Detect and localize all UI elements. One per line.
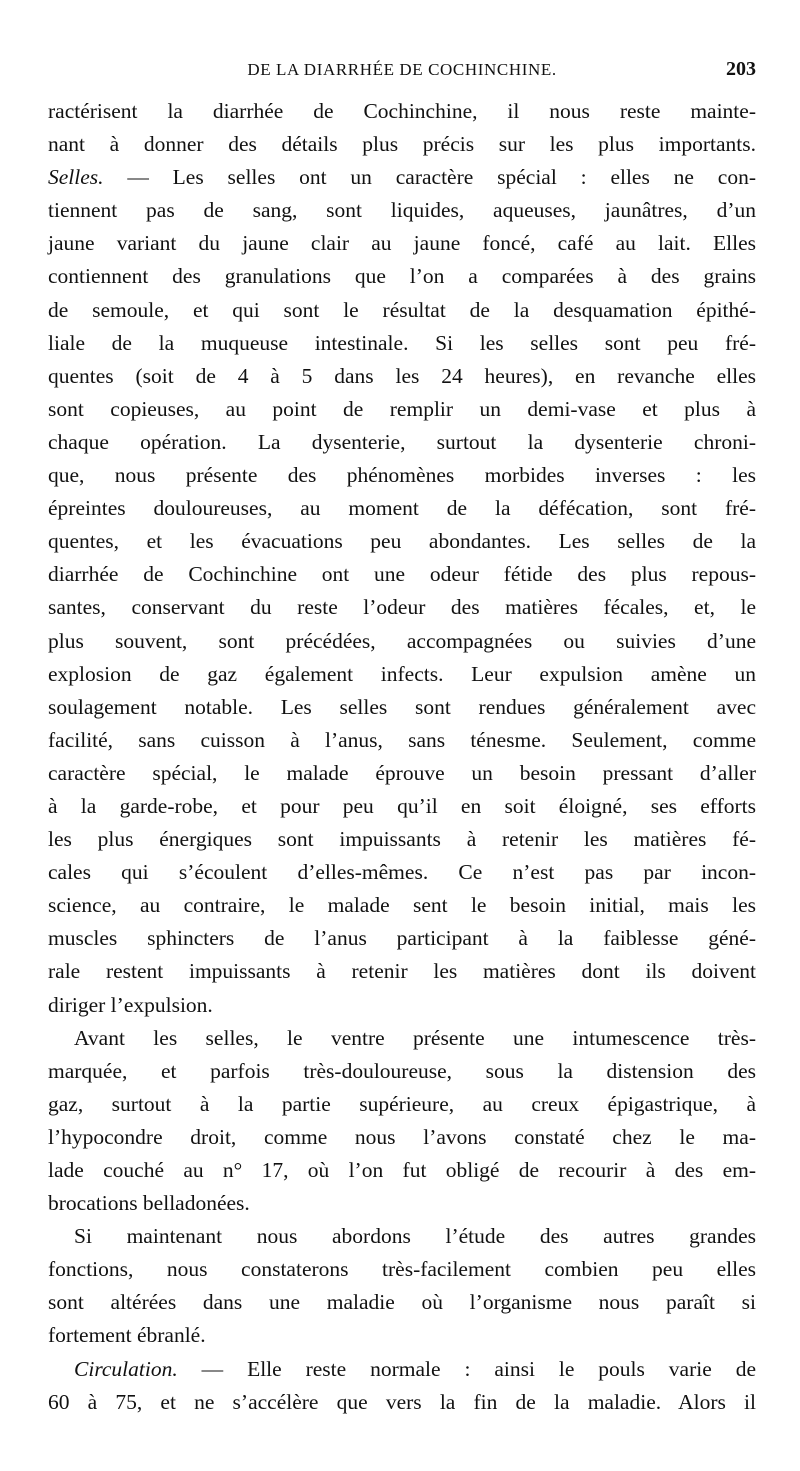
text-line — [48, 525, 756, 558]
text-line — [48, 327, 756, 360]
text-line — [48, 558, 756, 591]
line-text: Si maintenant nous abordons l’étude des autres grandes — [74, 1224, 756, 1249]
running-head — [48, 58, 756, 88]
line-text: Avant les selles, le ventre présente une intumescence très- — [74, 1025, 756, 1050]
line-text: — Les selles ont un caractère spécial : elles ne con- — [103, 165, 756, 190]
text-line — [48, 823, 756, 856]
line-text: cales qui s’écoulent d’elles-mêmes. Ce n’est pas par incon- — [48, 860, 756, 885]
line-text: tiennent pas de sang, sont liquides, aqueuses, jaunâtres, d’un — [48, 198, 756, 223]
text-line — [48, 459, 756, 492]
text-line — [48, 757, 756, 790]
text-line — [48, 95, 756, 128]
text-line — [48, 194, 756, 227]
text-line — [48, 658, 756, 691]
section-heading: Circulation. — [74, 1356, 178, 1381]
text-line — [48, 989, 756, 1022]
line-text: facilité, sans cuisson à l’anus, sans ténesme. Seulement, comme — [48, 727, 756, 752]
text-line — [48, 1121, 756, 1154]
text-line — [48, 426, 756, 459]
line-text: rale restent impuissants à retenir les matières dont ils doivent — [48, 959, 756, 984]
line-text: sont copieuses, au point de remplir un demi-vase et plus à — [48, 396, 756, 421]
text-line — [48, 591, 756, 624]
text-line — [48, 1187, 756, 1220]
line-text: caractère spécial, le malade éprouve un besoin pressant d’aller — [48, 760, 756, 785]
line-text: à la garde-robe, et pour peu qu’il en soit éloigné, ses efforts — [48, 793, 756, 818]
text-line — [48, 1386, 756, 1419]
line-text: diarrhée de Cochinchine ont une odeur fétide des plus repous- — [48, 562, 756, 587]
text-line — [48, 227, 756, 260]
line-text: explosion de gaz également infects. Leur expulsion amène un — [48, 661, 756, 686]
line-text: que, nous présente des phénomènes morbides inverses : les — [48, 463, 756, 488]
line-text: fonctions, nous constaterons très-facilement combien peu elles — [48, 1257, 756, 1282]
line-text: fortement ébranlé. — [48, 1323, 206, 1348]
line-text: santes, conservant du reste l’odeur des matières fécales, et, le — [48, 595, 756, 620]
line-text: diriger l’expulsion. — [48, 992, 213, 1017]
line-text: soulagement notable. Les selles sont rendues généralement avec — [48, 694, 756, 719]
text-line — [48, 128, 756, 161]
line-text: sont altérées dans une maladie où l’organisme nous paraît si — [48, 1290, 756, 1315]
line-text: jaune variant du jaune clair au jaune foncé, café au lait. Elles — [48, 231, 756, 256]
text-line — [48, 1022, 756, 1055]
body-text — [48, 95, 756, 1419]
text-line — [48, 790, 756, 823]
line-text: chaque opération. La dysenterie, surtout la dysenterie chroni- — [48, 429, 756, 454]
text-line — [48, 856, 756, 889]
text-line — [48, 1253, 756, 1286]
line-text: de semoule, et qui sont le résultat de la desquamation épithé- — [48, 297, 756, 322]
section-heading: Selles. — [48, 165, 104, 190]
text-line — [48, 1154, 756, 1187]
text-line — [48, 889, 756, 922]
line-text: plus souvent, sont précédées, accompagnées ou suivies d’une — [48, 628, 756, 653]
line-text: épreintes douloureuses, au moment de la défécation, sont fré- — [48, 496, 756, 521]
text-line — [48, 922, 756, 955]
text-line — [48, 625, 756, 658]
line-text: muscles sphincters de l’anus participant à la faiblesse géné- — [48, 926, 756, 951]
line-text: lade couché au n° 17, où l’on fut obligé de recourir à des em- — [48, 1158, 756, 1182]
line-text: brocations belladonées. — [48, 1191, 250, 1216]
text-line — [48, 955, 756, 988]
text-line — [48, 260, 756, 293]
text-line — [48, 691, 756, 724]
line-text: ractérisent la diarrhée de Cochinchine, il nous reste mainte- — [48, 99, 756, 123]
text-line — [48, 724, 756, 757]
line-text: l’hypocondre droit, comme nous l’avons constaté chez le ma- — [48, 1124, 756, 1149]
line-text: liale de la muqueuse intestinale. Si les selles sont peu fré- — [48, 330, 756, 355]
running-title: DE LA DIARRHÉE DE COCHINCHINE. — [247, 60, 557, 79]
text-line — [48, 161, 756, 194]
line-text: gaz, surtout à la partie supérieure, au creux épigastrique, à — [48, 1091, 756, 1116]
line-text: quentes (soit de 4 à 5 dans les 24 heures), en revanche elles — [48, 363, 756, 388]
text-line — [48, 1353, 756, 1386]
text-line — [48, 1220, 756, 1253]
text-line — [48, 393, 756, 426]
text-line — [48, 1088, 756, 1121]
text-line — [48, 294, 756, 327]
page-number: 203 — [726, 58, 756, 80]
text-line — [48, 1286, 756, 1319]
text-line — [48, 360, 756, 393]
line-text: les plus énergiques sont impuissants à retenir les matières fé- — [48, 827, 756, 852]
text-line — [48, 1055, 756, 1088]
line-text: contiennent des granulations que l’on a comparées à des grains — [48, 264, 756, 289]
text-line — [48, 1319, 756, 1352]
text-line — [48, 492, 756, 525]
line-text: 60 à 75, et ne s’accélère que vers la fin de la maladie. Alors il — [48, 1389, 756, 1414]
line-text: — Elle reste normale : ainsi le pouls varie de — [177, 1356, 756, 1381]
line-text: nant à donner des détails plus précis sur les plus importants. — [48, 132, 756, 157]
line-text: science, au contraire, le malade sent le besoin initial, mais les — [48, 893, 756, 918]
line-text: marquée, et parfois très-douloureuse, sous la distension des — [48, 1058, 756, 1083]
line-text: quentes, et les évacuations peu abondantes. Les selles de la — [48, 529, 756, 554]
